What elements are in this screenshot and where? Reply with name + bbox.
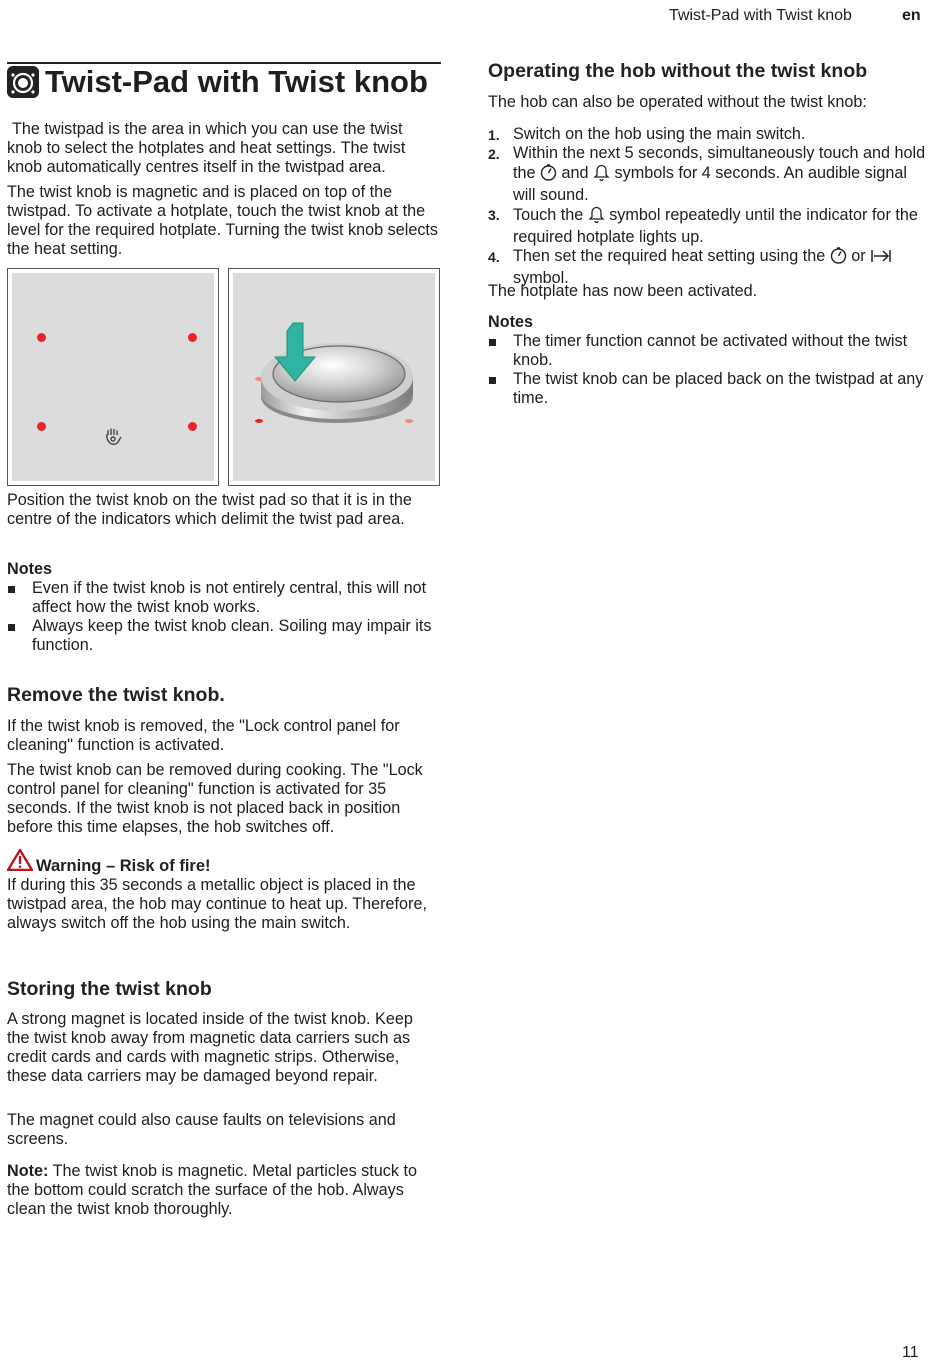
twistpad-section-icon (7, 66, 39, 98)
notes-title: Notes (7, 560, 52, 578)
indicator-dot (188, 422, 197, 431)
step-item: 3. Touch the symbol repeatedly until the indicator for the required hotplate lights up. (488, 206, 918, 246)
list-item: Always keep the twist knob clean. Soiling may impair its function. (7, 617, 439, 655)
notes-block-1 (7, 560, 439, 655)
arrow-right-bar-icon (870, 248, 892, 269)
operating-result: The hotplate has now been activated. (488, 282, 758, 300)
bell-icon (593, 163, 610, 186)
figure-twist-knob-on-pad (228, 268, 440, 486)
page-title: Twist-Pad with Twist knob (45, 64, 428, 99)
timer-icon (830, 247, 847, 269)
indicator-dot (37, 422, 46, 431)
notes-title: Notes (488, 313, 533, 331)
hand-icon (104, 426, 126, 453)
note-label: Note: (7, 1162, 49, 1180)
page-number: 11 (902, 1344, 919, 1361)
bullet (8, 624, 15, 631)
storing-note (7, 1162, 439, 1219)
warning-block (7, 849, 439, 933)
storing-paragraph-1: A strong magnet is located inside of the twist knob. Keep the twist knob away from magnetic data carriers such as credit cards and cards with magnetic strips. Otherwise, these data carriers may be damaged beyond repair. (7, 1010, 413, 1085)
storing-section-heading: Storing the twist knob (7, 978, 212, 1000)
list-item: The twist knob can be placed back on the twistpad at any time. (488, 370, 928, 408)
operating-steps (488, 125, 928, 288)
step-item: 1. Switch on the hob using the main switch. (488, 125, 806, 143)
warning-title: Warning – Risk of fire! (36, 857, 211, 875)
figure-twistpad-indicators (7, 268, 219, 486)
storing-paragraph-2: The magnet could also cause faults on televisions and screens. (7, 1111, 396, 1148)
timer-icon (540, 164, 557, 186)
bullet (489, 377, 496, 384)
intro-paragraph-2: The twist knob is magnetic and is placed on top of the twistpad. To activate a hotplate, touch the twist knob at the level for the required hotplate. Turning the twist knob selects the heat setting. (7, 183, 439, 258)
notes-block-2 (488, 313, 928, 408)
note-text: The twist knob is magnetic. Metal particles stuck to the bottom could scratch the surface of the hob. Always clean the twist knob thoroughly. (7, 1162, 417, 1218)
language-code: en (902, 7, 921, 24)
remove-paragraph-2: The twist knob can be removed during cooking. The "Lock control panel for cleaning" function is activated for 35 seconds. If the twist knob is not placed back in position before this time elapses, the hob switches off. (7, 761, 423, 836)
list-item: Even if the twist knob is not entirely central, this will not affect how the twist knob works. (7, 579, 439, 617)
remove-section-heading: Remove the twist knob. (7, 684, 225, 706)
warning-text: If during this 35 seconds a metallic object is placed in the twistpad area, the hob may continue to heat up. Therefore, always switch off the hob using the main switch. (7, 876, 427, 932)
operating-intro: The hob can also be operated without the twist knob: (488, 93, 867, 111)
bullet (489, 339, 496, 346)
bell-icon (588, 205, 605, 228)
step-item: 4. Then set the required heat setting using the or symbol. (488, 247, 928, 288)
running-header-title: Twist-Pad with Twist knob (669, 7, 852, 24)
indicator-dot (37, 333, 46, 342)
warning-triangle-icon (7, 849, 33, 876)
list-item: The timer function cannot be activated without the twist knob. (488, 332, 928, 370)
main-heading-block (7, 62, 441, 100)
step-item: 2. Within the next 5 seconds, simultaneously touch and hold the and symbols for 4 seconds. An audible signal will sound. (488, 144, 926, 204)
position-instruction: Position the twist knob on the twist pad so that it is in the centre of the indicators which delimit the twist pad area. (7, 491, 412, 528)
operating-section-heading: Operating the hob without the twist knob (488, 60, 868, 82)
intro-paragraph-1: The twistpad is the area in which you can use the twist knob to select the hotplates and heat settings. The twist knob automatically centres itself in the twistpad area. (7, 120, 406, 176)
indicator-dot (188, 333, 197, 342)
bullet (8, 586, 15, 593)
remove-paragraph-1: If the twist knob is removed, the "Lock control panel for cleaning" function is activated. (7, 717, 400, 754)
twist-knob-illustration (233, 273, 435, 481)
